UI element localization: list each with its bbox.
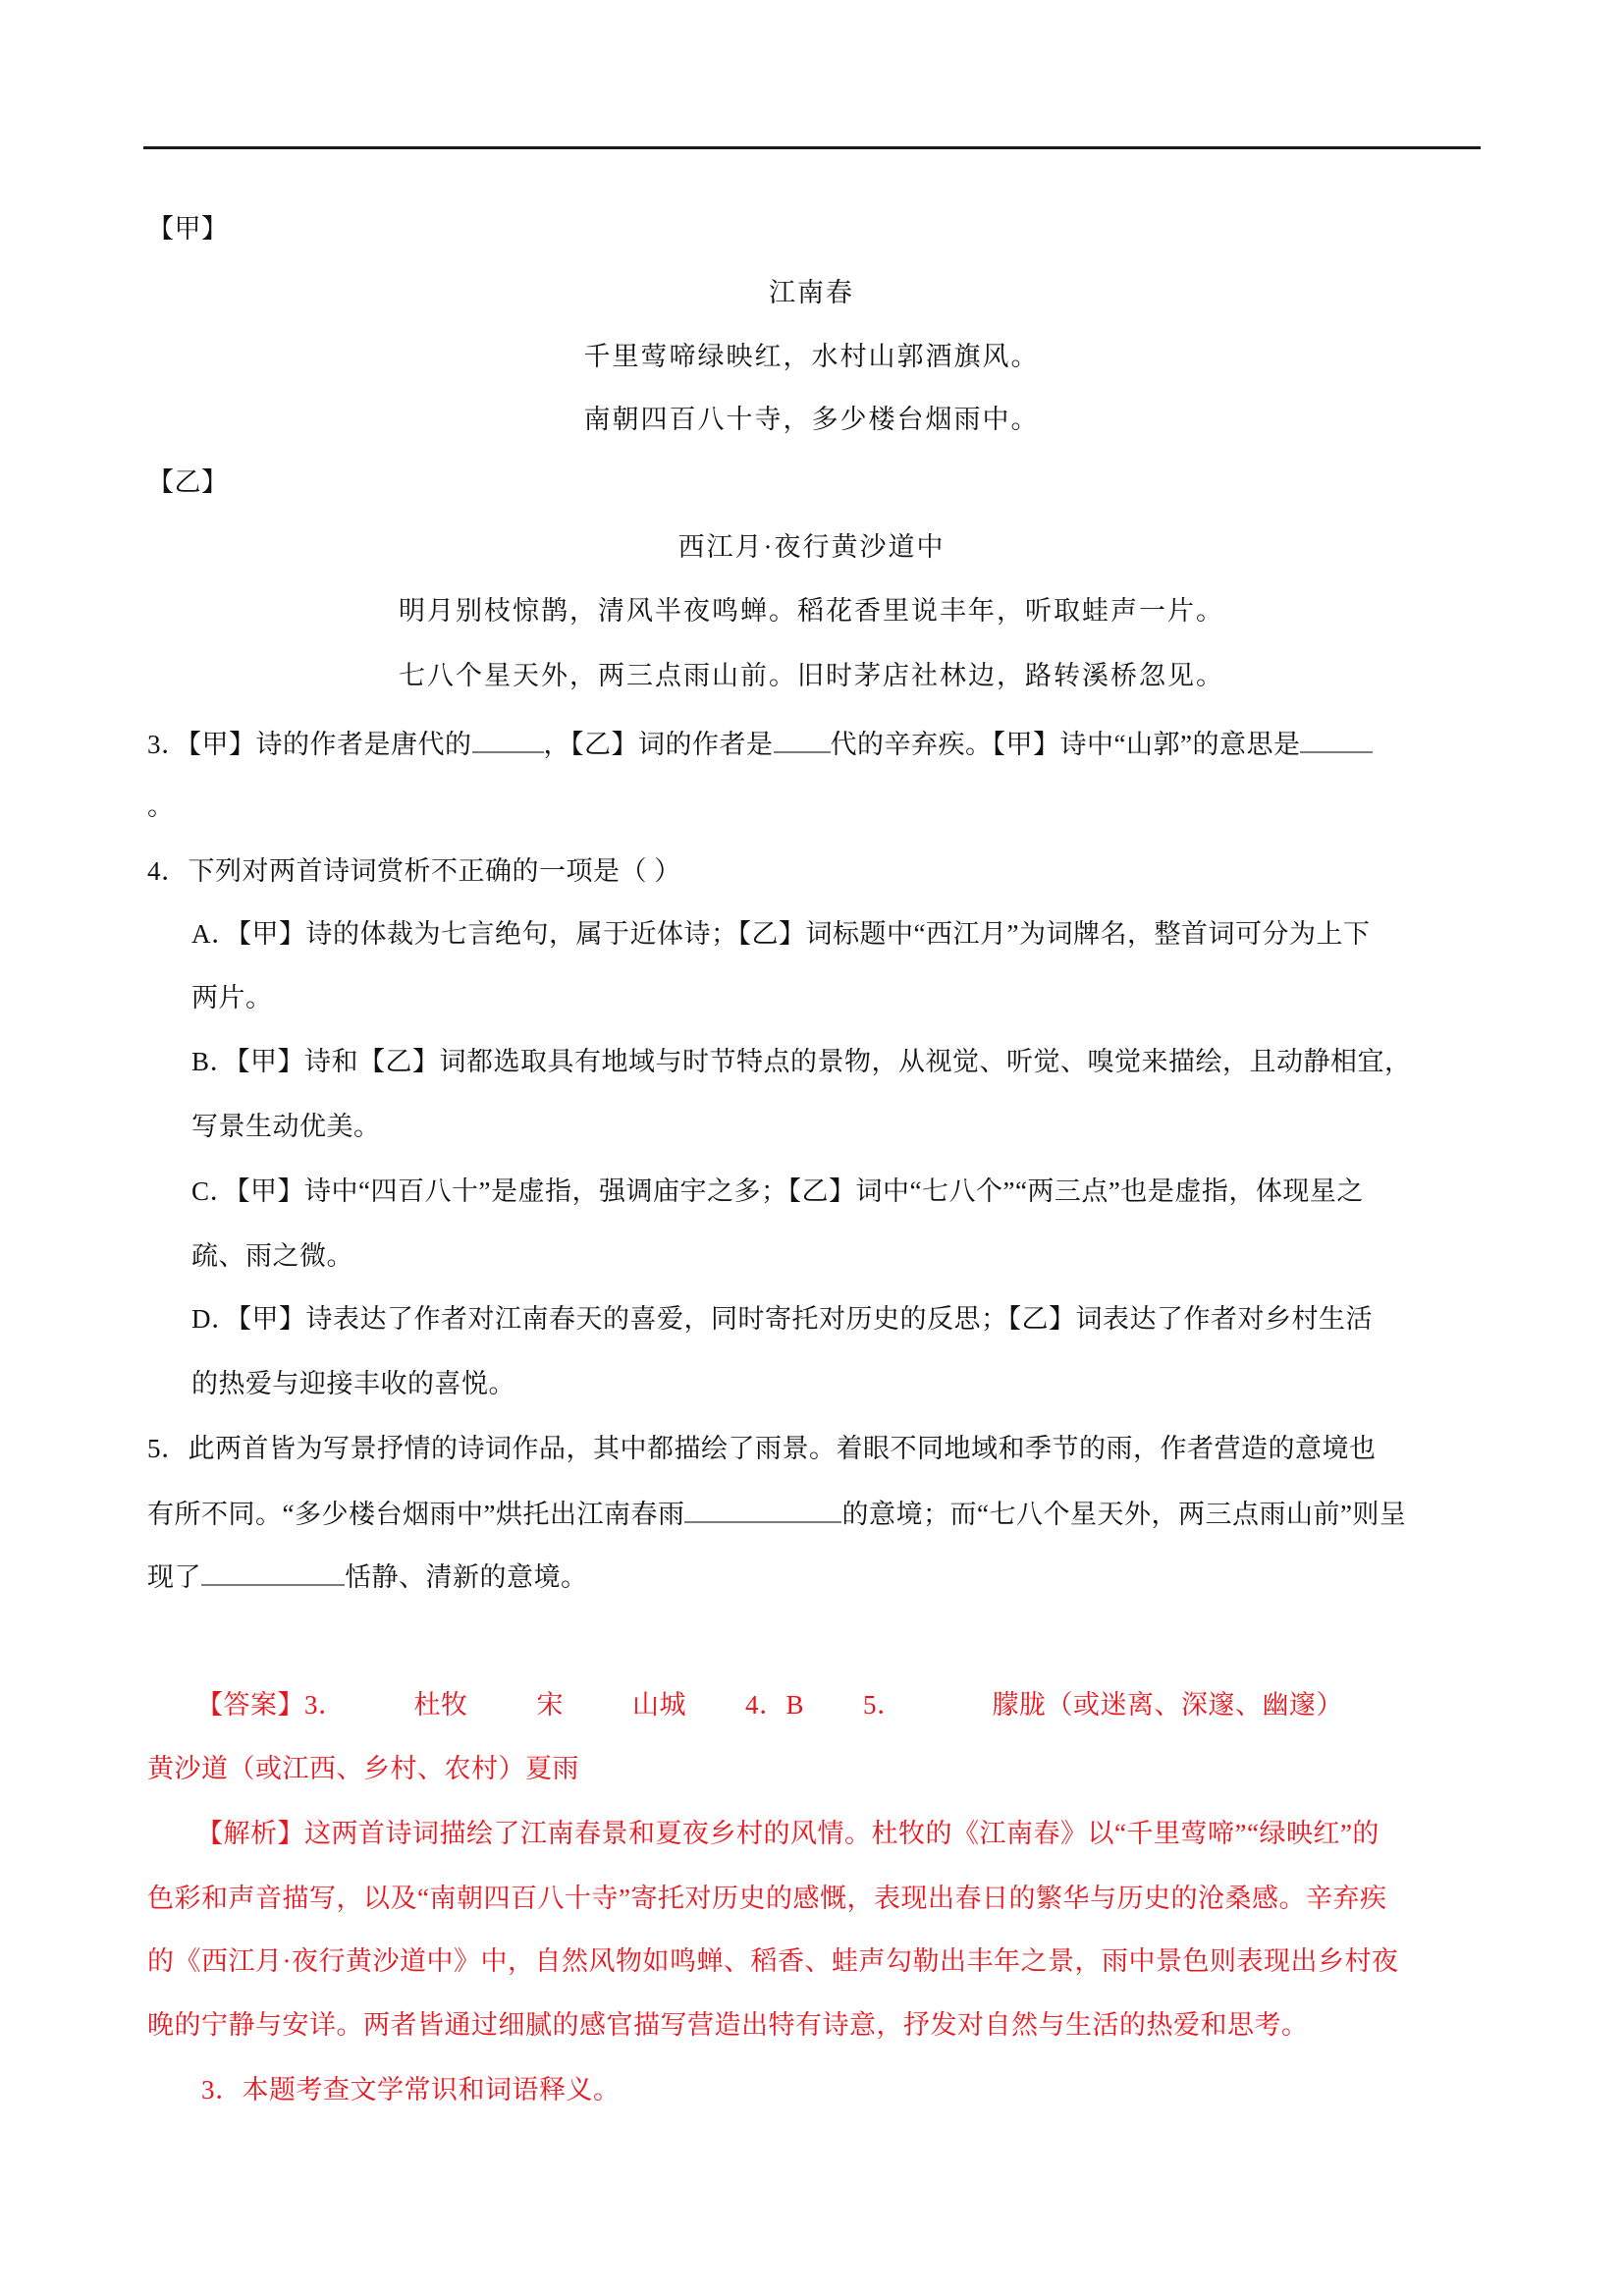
- analysis-q3-note: 3．本题考查文学常识和词语释义。: [201, 2075, 621, 2105]
- q3-blank-3[interactable]: [1300, 726, 1373, 753]
- analysis-line: 色彩和声音描写，以及“南朝四百八十寺”寄托对历史的感慨，表现出春日的繁华与历史的沧桑感。辛弃疾: [147, 1884, 1387, 1913]
- answer-q3-num: 3．: [304, 1690, 346, 1720]
- answer-q5-2: 黄沙道（或江西、乡村、农村）夏雨: [147, 1754, 579, 1783]
- analysis-line: 晚的宁静与安详。两者皆通过细腻的感官描写营造出特有诗意，抒发对自然与生活的热爱和思考。: [147, 2010, 1309, 2040]
- poem-b-line: 七八个星天外，两三点雨山前。旧时茅店社林边，路转溪桥忽见。: [399, 661, 1224, 690]
- question-5-line3: [147, 1558, 588, 1594]
- answer-q3-2: 宋: [536, 1690, 564, 1720]
- answer-label: 【答案】: [196, 1690, 304, 1720]
- poem-a-line: 千里莺啼绿映红，水村山郭酒旗风。: [583, 342, 1040, 371]
- q5-blank-2[interactable]: [201, 1558, 345, 1586]
- q3-text-1: 3．【甲】诗的作者是唐代的: [147, 730, 472, 759]
- option-a: A．【甲】诗的体裁为七言绝句，属于近体诗；【乙】词标题中“西江月”为词牌名，整首词可分为上下: [191, 919, 1371, 949]
- analysis-line: 的《西江月·夜行黄沙道中》中，自然风物如鸣蝉、稻香、蛙声勾勒出丰年之景，雨中景色则表现出乡村夜: [147, 1946, 1399, 1976]
- q3-tail: 。: [147, 792, 175, 821]
- option-b: B．【甲】诗和【乙】词都选取具有地域与时节特点的景物，从视觉、听觉、嗅觉来描绘，且动静相宜，: [191, 1047, 1412, 1076]
- poem-b-line: 明月别枝惊鹊，清风半夜鸣蝉。稻花香里说丰年，听取蛙声一片。: [399, 596, 1224, 626]
- analysis-text: 这两首诗词描绘了江南春景和夏夜乡村的风情。杜牧的《江南春》以“千里莺啼”“绿映红”的: [304, 1819, 1380, 1848]
- q3-blank-2[interactable]: [774, 726, 831, 753]
- q5-blank-1[interactable]: [684, 1496, 841, 1523]
- option-a-cont: 两片。: [191, 983, 273, 1012]
- q3-blank-1[interactable]: [472, 726, 544, 753]
- label-yi: 【乙】: [147, 467, 229, 497]
- poem-a-line: 南朝四百八十寺，多少楼台烟雨中。: [583, 405, 1040, 434]
- analysis-line1: [196, 1817, 1380, 1850]
- answer-q3-3: 山城: [632, 1690, 686, 1720]
- option-b-cont: 写景生动优美。: [191, 1112, 381, 1141]
- option-d: D．【甲】诗表达了作者对江南春天的喜爱，同时寄托对历史的反思；【乙】词表达了作者对乡村生活: [191, 1304, 1373, 1334]
- q5-text-2b: 的意境；而“七八个星天外，两三点雨山前”则呈: [841, 1500, 1407, 1529]
- answer-q4: 4．B: [745, 1690, 805, 1720]
- poem-b-title: 西江月·夜行黄沙道中: [677, 532, 946, 562]
- question-5-line2: [147, 1496, 1406, 1531]
- poem-a-title: 江南春: [769, 278, 854, 307]
- label-jia: 【甲】: [147, 214, 229, 244]
- option-d-cont: 的热爱与迎接丰收的喜悦。: [191, 1369, 515, 1398]
- option-c: C．【甲】诗中“四百八十”是虚指，强调庙宇之多；【乙】词中“七八个”“两三点”也是虚指，体现星之: [191, 1176, 1364, 1206]
- answer-q5-num: 5．: [863, 1690, 904, 1720]
- q5-text-3a: 现了: [147, 1562, 201, 1592]
- q3-text-3: 代的辛弃疾。【甲】诗中“山郭”的意思是: [830, 730, 1301, 759]
- answer-q3-1: 杜牧: [413, 1690, 468, 1720]
- question-4-stem: 4．下列对两首诗词赏析不正确的一项是（ ）: [147, 856, 681, 886]
- q5-text-2a: 有所不同。“多少楼台烟雨中”烘托出江南春雨: [147, 1500, 685, 1529]
- q5-text-3b: 恬静、清新的意境。: [345, 1562, 588, 1592]
- answer-q5-1: 朦胧（或迷离、深邃、幽邃）: [992, 1690, 1344, 1720]
- question-3: [147, 726, 1373, 761]
- question-5-line1: 5．此两首皆为写景抒情的诗词作品，其中都描绘了雨景。着眼不同地域和季节的雨，作者营造的意境也: [147, 1434, 1377, 1463]
- answer-line: [196, 1688, 1343, 1722]
- q3-text-2: ，【乙】词的作者是: [543, 730, 774, 759]
- analysis-label: 【解析】: [196, 1819, 304, 1848]
- header-rule: [143, 146, 1481, 149]
- option-c-cont: 疏、雨之微。: [191, 1241, 353, 1271]
